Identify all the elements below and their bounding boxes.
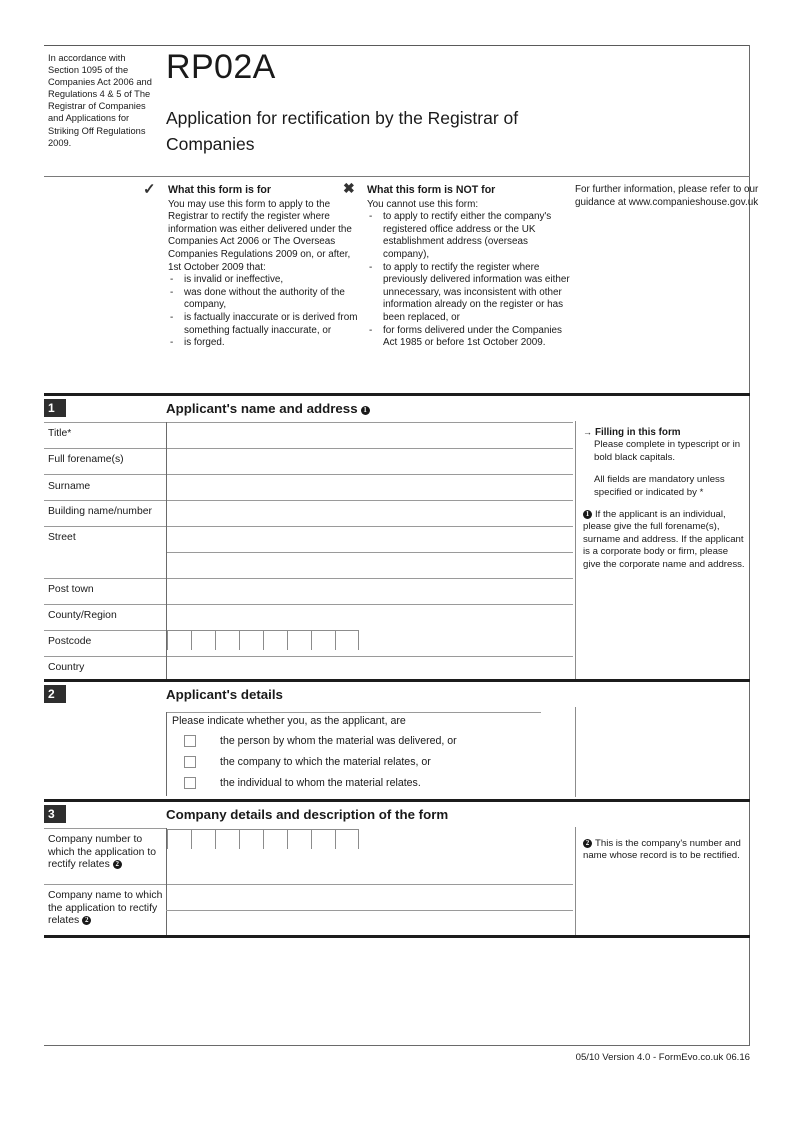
further-information-column (575, 184, 765, 209)
company-number-cell[interactable] (215, 829, 239, 849)
what-form-is-for-bullets (168, 274, 366, 350)
section2-number: 2 (44, 685, 66, 703)
filling-in-paragraph-1: Please complete in typescript or in bold black capitals. (594, 439, 741, 463)
post-town-input[interactable] (167, 579, 573, 603)
filling-in-this-form-panel (583, 426, 746, 571)
company-number-cell[interactable] (167, 829, 191, 849)
section1-number: 1 (44, 399, 66, 417)
field-label-county-region: County/Region (48, 610, 117, 621)
accordance-note: In accordance with Section 1095 of the Companies Act 2006 and Regulations 4 & 5 of The Registrar of Companies and Applications for Striking Off Regulations 2009. (48, 53, 152, 148)
postcode-input[interactable] (167, 630, 359, 650)
street-line2-input[interactable] (167, 553, 573, 577)
page-frame-top-rule (44, 45, 750, 46)
title-input[interactable] (167, 423, 573, 447)
info-marker-icon: 1 (361, 406, 370, 415)
field-label-building-name-number: Building name/number (48, 506, 152, 517)
info-marker-icon: 2 (583, 839, 592, 848)
field-label-company-name (48, 890, 166, 928)
section1-top-rule (44, 393, 750, 396)
company-number-cell[interactable] (191, 829, 215, 849)
field-label-company-number (48, 834, 166, 872)
field-rule (44, 578, 166, 579)
field-rule (44, 526, 166, 527)
county-region-input[interactable] (167, 605, 573, 629)
field-label-street: Street (48, 532, 76, 543)
arrow-right-icon: → (583, 427, 592, 437)
field-label-postcode: Postcode (48, 636, 92, 647)
company-record-note (583, 838, 746, 863)
section3-column-divider (575, 827, 576, 935)
company-record-note-panel (583, 838, 746, 863)
surname-input[interactable] (167, 475, 573, 499)
footer-version-text: 05/10 Version 4.0 - FormEvo.co.uk 06.16 (575, 1052, 750, 1063)
company-number-cell[interactable] (335, 829, 359, 849)
list-item: - is invalid or ineffective, (168, 274, 366, 287)
applicant-details-prompt: Please indicate whether you, as the applicant, are (172, 715, 406, 727)
company-number-cell[interactable] (263, 829, 287, 849)
list-item: - is factually inaccurate or is derived from something factually inaccurate, or (168, 312, 366, 337)
checkbox-label-company-relates[interactable]: the company to which the material relates, or (220, 756, 431, 768)
country-input[interactable] (167, 657, 573, 681)
street-input[interactable] (167, 527, 573, 551)
section1-title (166, 401, 370, 416)
header-divider-rule (44, 176, 750, 177)
section2-column-divider (575, 707, 576, 797)
postcode-cell[interactable] (335, 630, 359, 650)
full-forenames-input[interactable] (167, 449, 573, 473)
what-form-is-for-heading (143, 181, 366, 198)
list-item: - is forged. (168, 337, 366, 350)
filling-in-this-form-heading (583, 426, 746, 439)
field-label-title: Title* (48, 428, 72, 439)
what-form-is-not-for-bullets (367, 211, 572, 350)
checkbox-company-relates[interactable] (184, 756, 196, 768)
company-record-note-text: This is the company's number and name whose record is to be rectified. (583, 838, 741, 862)
info-marker-icon: 2 (82, 916, 91, 925)
postcode-cell[interactable] (311, 630, 335, 650)
list-item: - for forms delivered under the Companies Act 1985 or before 1st October 2009. (367, 325, 572, 350)
what-form-is-not-for-column (343, 180, 572, 350)
page-frame-bottom-rule (44, 1045, 750, 1046)
postcode-cell[interactable] (239, 630, 263, 650)
field-rule (44, 604, 166, 605)
applicant-identity-note-text: If the applicant is an individual, please give the full forename(s), surname and address. If the applicant is a corporate body or firm, please give the corporate name and address. (583, 509, 745, 570)
list-item: - to apply to rectify either the company's registered office address or the UK establishment address (overseas company), (367, 211, 572, 261)
postcode-cell[interactable] (167, 630, 191, 650)
company-number-cell[interactable] (239, 829, 263, 849)
filling-in-this-form-heading-text: Filling in this form (595, 427, 681, 438)
field-rule (44, 448, 166, 449)
postcode-cell[interactable] (263, 630, 287, 650)
section1-title-text: Applicant's name and address (166, 401, 358, 416)
section3-top-rule (44, 799, 750, 802)
field-label-surname: Surname (48, 481, 91, 492)
company-number-cell[interactable] (311, 829, 335, 849)
section3-title: Company details and description of the form (166, 807, 449, 822)
list-item: - was done without the authority of the company, (168, 287, 366, 312)
postcode-cell[interactable] (191, 630, 215, 650)
applicant-identity-note (583, 509, 746, 571)
field-label-company-number-text: Company number to which the application to rectify relates (48, 834, 157, 871)
field-rule (44, 828, 166, 829)
postcode-cell[interactable] (215, 630, 239, 650)
cross-icon: ✖ (343, 180, 355, 196)
section2-title: Applicant's details (166, 687, 283, 702)
filling-in-paragraph-2: All fields are mandatory unless specified or indicated by * (594, 474, 725, 498)
what-form-is-not-for-heading-text: What this form is NOT for (367, 184, 496, 196)
section2-field-border (166, 712, 167, 796)
section2-field-rule (166, 712, 541, 713)
field-rule (44, 656, 166, 657)
field-rule (44, 630, 166, 631)
list-item: - to apply to rectify the register where previously delivered information was either unnecessary, was inconsistent with other information already on the register or has been replaced, or (367, 262, 572, 325)
company-number-input[interactable] (167, 829, 359, 849)
field-label-country: Country (48, 662, 85, 673)
field-label-full-forenames: Full forename(s) (48, 454, 124, 465)
what-form-is-not-for-intro: You cannot use this form: (367, 198, 479, 210)
what-form-is-for-intro: You may use this form to apply to the Registrar to rectify the register where information was either delivered under the Companies Act 2006 or The Overseas Companies Regulations 2009 on, or after, 1st October 2009 that: (168, 198, 352, 273)
section3-number: 3 (44, 805, 66, 823)
postcode-cell[interactable] (287, 630, 311, 650)
further-information-text: For further information, please refer to our guidance at www.companieshouse.gov.uk (575, 184, 759, 208)
what-form-is-for-column (143, 181, 366, 350)
tick-icon: ✓ (143, 181, 156, 198)
form-title: Application for rectification by the Registrar of Companies (166, 108, 519, 154)
info-marker-icon: 1 (583, 510, 592, 519)
checkbox-label-person-delivered[interactable]: the person by whom the material was delivered, or (220, 735, 457, 747)
checkbox-label-individual-relates[interactable]: the individual to whom the material relates. (220, 777, 421, 789)
section1-column-divider (575, 421, 576, 679)
section2-top-rule (44, 679, 750, 682)
field-label-company-name-text: Company name to which the application to rectify relates (48, 890, 163, 927)
info-marker-icon: 2 (113, 860, 122, 869)
building-name-number-input[interactable] (167, 501, 573, 525)
company-name-line2-input[interactable] (167, 911, 573, 934)
section3-bottom-rule (44, 935, 750, 938)
field-label-post-town: Post town (48, 584, 94, 595)
company-number-cell[interactable] (287, 829, 311, 849)
checkbox-person-delivered[interactable] (184, 735, 196, 747)
what-form-is-not-for-heading (343, 180, 572, 197)
company-name-input[interactable] (167, 885, 573, 908)
field-rule (44, 884, 166, 885)
checkbox-individual-relates[interactable] (184, 777, 196, 789)
form-code: RP02A (166, 48, 276, 86)
what-form-is-for-heading-text: What this form is for (168, 184, 271, 196)
field-rule (44, 474, 166, 475)
field-rule (44, 422, 166, 423)
field-rule (44, 500, 166, 501)
